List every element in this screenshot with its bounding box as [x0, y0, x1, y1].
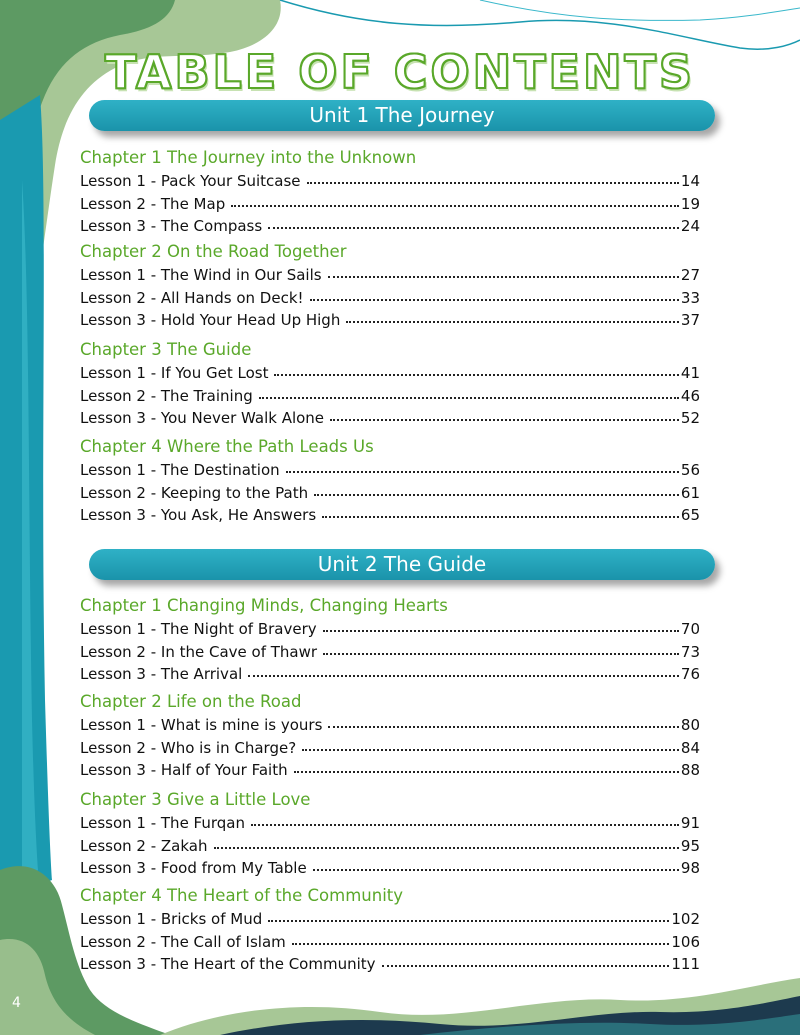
lesson-title: Lesson 1 - Pack Your Suitcase	[80, 172, 301, 190]
lesson-title: Lesson 1 - Bricks of Mud	[80, 910, 263, 928]
chapter-title: Chapter 4 The Heart of the Community	[80, 886, 404, 905]
lesson-title: Lesson 2 - The Training	[80, 386, 253, 405]
lesson-row[interactable]	[80, 714, 700, 737]
lesson-title: Lesson 3 - You Never Walk Alone	[80, 409, 325, 427]
lesson-row[interactable]	[80, 287, 700, 310]
chapter-title: Chapter 3 The Guide	[80, 340, 252, 359]
lesson-page-number: 19	[680, 194, 700, 213]
dot-leader	[330, 417, 679, 421]
chapter-title: Chapter 2 Life on the Road	[80, 692, 302, 711]
dot-leader	[328, 724, 679, 728]
chapter-block	[80, 886, 700, 976]
chapter-block	[80, 148, 700, 238]
lesson-row[interactable]	[80, 407, 700, 430]
lesson-row[interactable]	[80, 362, 700, 385]
dot-leader	[313, 867, 679, 871]
lesson-row[interactable]	[80, 215, 700, 238]
dot-leader	[251, 822, 679, 826]
lesson-row[interactable]	[80, 759, 700, 782]
lesson-title: Lesson 1 - The Wind in Our Sails	[80, 266, 322, 284]
lesson-row[interactable]	[80, 618, 700, 641]
lesson-page-number: 111	[671, 955, 700, 973]
lesson-title: Lesson 1 - What is mine is yours	[80, 716, 323, 734]
lesson-row[interactable]	[80, 812, 700, 835]
lesson-page-number: 80	[680, 716, 700, 734]
lesson-title: Lesson 2 - In the Cave of Thawr	[80, 642, 318, 661]
lesson-row[interactable]	[80, 835, 700, 858]
lesson-row[interactable]	[80, 482, 700, 505]
lesson-page-number: 70	[680, 620, 700, 638]
lesson-title: Lesson 2 - Who is in Charge?	[80, 738, 297, 757]
dot-leader	[302, 747, 679, 751]
dot-leader	[322, 514, 679, 518]
lesson-page-number: 84	[680, 738, 700, 757]
lesson-page-number: 76	[680, 665, 700, 683]
dot-leader	[268, 225, 679, 229]
lesson-page-number: 61	[680, 483, 700, 502]
chapter-block	[80, 242, 700, 332]
lesson-row[interactable]	[80, 908, 700, 931]
chapter-title: Chapter 3 Give a Little Love	[80, 790, 311, 809]
lesson-page-number: 37	[680, 311, 700, 329]
lesson-title: Lesson 2 - Keeping to the Path	[80, 483, 309, 502]
lesson-row[interactable]	[80, 737, 700, 760]
lesson-page-number: 24	[680, 217, 700, 235]
dot-leader	[323, 628, 679, 632]
lesson-title: Lesson 1 - The Night of Bravery	[80, 620, 317, 638]
dot-leader	[310, 297, 679, 301]
dot-leader	[307, 180, 679, 184]
dot-leader	[259, 395, 679, 399]
lesson-title: Lesson 3 - The Arrival	[80, 665, 243, 683]
page-title: TABLE OF CONTENTS	[105, 45, 695, 99]
lesson-row[interactable]	[80, 857, 700, 880]
lesson-row[interactable]	[80, 931, 700, 954]
lesson-title: Lesson 2 - Zakah	[80, 836, 208, 855]
dot-leader	[314, 492, 679, 496]
unit-banner-1: Unit 1 The Journey	[89, 100, 715, 131]
lesson-title: Lesson 1 - The Destination	[80, 461, 280, 479]
unit-banner-2: Unit 2 The Guide	[89, 549, 715, 580]
lesson-title: Lesson 1 - The Furqan	[80, 814, 245, 832]
lesson-row[interactable]	[80, 641, 700, 664]
lesson-title: Lesson 1 - If You Get Lost	[80, 364, 269, 382]
lesson-page-number: 33	[680, 288, 700, 307]
lesson-page-number: 95	[680, 836, 700, 855]
lesson-title: Lesson 3 - Hold Your Head Up High	[80, 311, 341, 329]
dot-leader	[328, 274, 679, 278]
lesson-title: Lesson 3 - The Heart of the Community	[80, 955, 376, 973]
lesson-page-number: 88	[680, 761, 700, 779]
dot-leader	[382, 963, 670, 967]
page-number: 4	[12, 995, 21, 1011]
chapter-block	[80, 692, 700, 782]
lesson-title: Lesson 3 - You Ask, He Answers	[80, 506, 317, 524]
lesson-title: Lesson 3 - The Compass	[80, 217, 263, 235]
dot-leader	[274, 372, 678, 376]
dot-leader	[248, 673, 679, 677]
lesson-row[interactable]	[80, 264, 700, 287]
lesson-title: Lesson 2 - All Hands on Deck!	[80, 288, 304, 307]
lesson-row[interactable]	[80, 504, 700, 527]
dot-leader	[268, 918, 669, 922]
lesson-page-number: 56	[680, 461, 700, 479]
lesson-page-number: 27	[680, 266, 700, 284]
lesson-page-number: 73	[680, 642, 700, 661]
chapter-title: Chapter 4 Where the Path Leads Us	[80, 437, 374, 456]
lesson-row[interactable]	[80, 663, 700, 686]
chapter-block	[80, 437, 700, 527]
dot-leader	[231, 203, 679, 207]
chapter-title: Chapter 1 The Journey into the Unknown	[80, 148, 417, 167]
lesson-page-number: 98	[680, 859, 700, 877]
dot-leader	[346, 319, 679, 323]
lesson-page-number: 102	[671, 910, 700, 928]
lesson-row[interactable]	[80, 309, 700, 332]
lesson-page-number: 91	[680, 814, 700, 832]
dot-leader	[286, 469, 679, 473]
chapter-block	[80, 790, 700, 880]
lesson-row[interactable]	[80, 385, 700, 408]
lesson-page-number: 52	[680, 409, 700, 427]
lesson-title: Lesson 2 - The Map	[80, 194, 226, 213]
lesson-title: Lesson 3 - Food from My Table	[80, 859, 307, 877]
lesson-row[interactable]	[80, 459, 700, 482]
lesson-page-number: 106	[671, 932, 700, 951]
dot-leader	[292, 941, 670, 945]
lesson-row[interactable]	[80, 170, 700, 193]
lesson-title: Lesson 2 - The Call of Islam	[80, 932, 286, 951]
chapter-block	[80, 340, 700, 430]
lesson-row[interactable]	[80, 953, 700, 976]
chapter-title: Chapter 1 Changing Minds, Changing Hearts	[80, 596, 448, 615]
lesson-page-number: 41	[680, 364, 700, 382]
lesson-page-number: 65	[680, 506, 700, 524]
lesson-title: Lesson 3 - Half of Your Faith	[80, 761, 288, 779]
chapter-title: Chapter 2 On the Road Together	[80, 242, 347, 261]
lesson-page-number: 46	[680, 386, 700, 405]
dot-leader	[323, 651, 679, 655]
lesson-page-number: 14	[680, 172, 700, 190]
dot-leader	[214, 845, 679, 849]
dot-leader	[294, 769, 679, 773]
chapter-block	[80, 596, 700, 686]
lesson-row[interactable]	[80, 193, 700, 216]
